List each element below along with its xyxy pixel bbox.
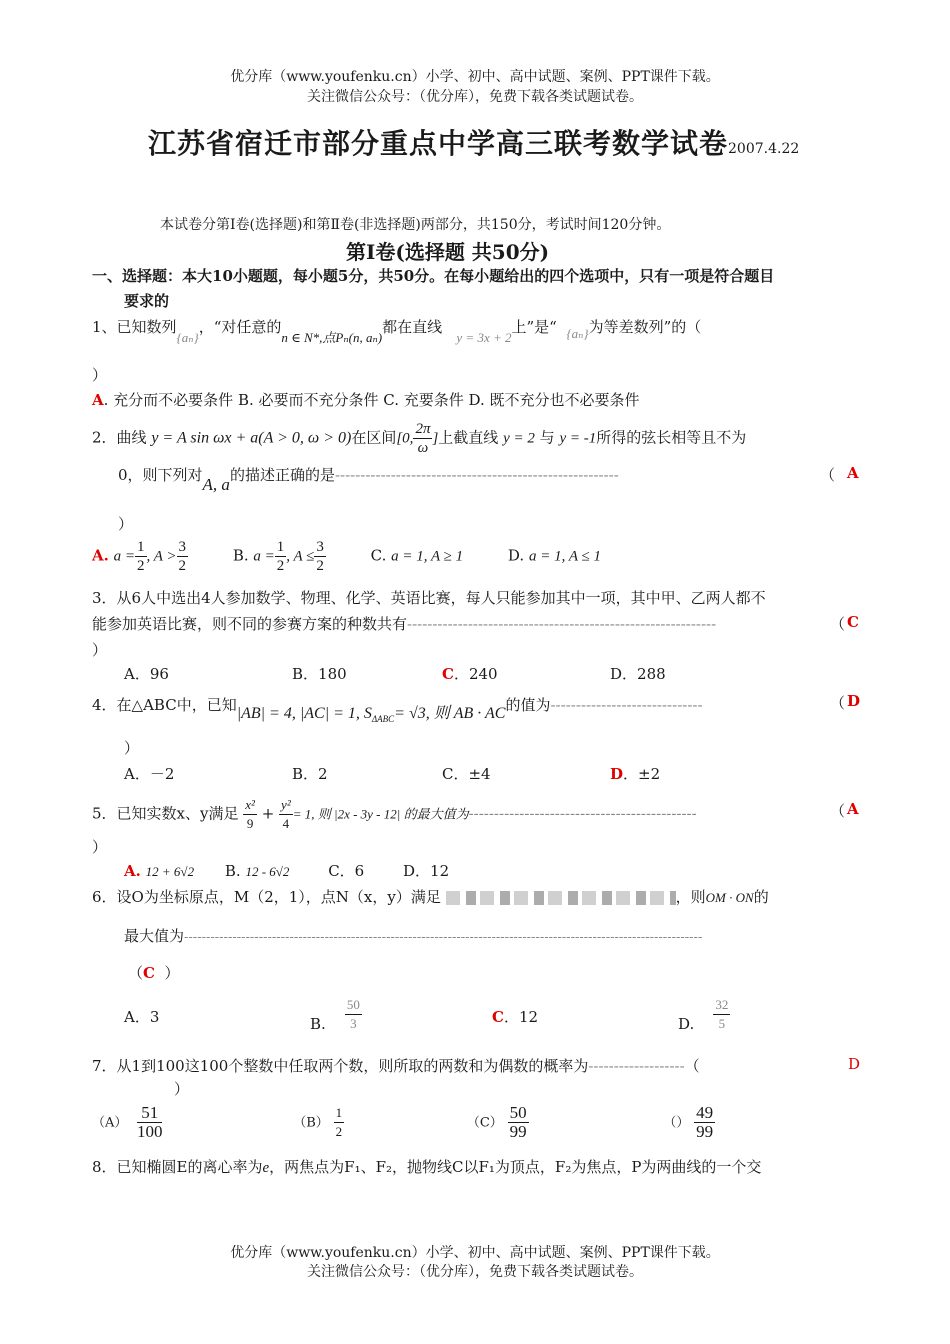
q6-optB-label: B. (310, 1014, 326, 1033)
q3-line-1: 3．从6人中选出4人参加数学、物理、化学、英语比赛，每人只能参加其中一项，其中甲、乙两人都不 (92, 589, 766, 607)
q4-optD-label: D (610, 765, 624, 783)
q2-interval-fraction (413, 420, 432, 457)
q5-frac-x (243, 796, 257, 833)
frac-num: 49 (696, 1103, 714, 1122)
frac-num: 32 (713, 996, 730, 1015)
q7-optC-frac (508, 1104, 529, 1141)
q7-text: 7．从1到100这100个整数中任取两个数，则所取的两数和为偶数的概率为 (92, 1057, 589, 1075)
q5-answer: A (847, 800, 859, 818)
q6-line2-text: 最大值为 (124, 927, 185, 945)
q4-answer: D (847, 692, 861, 710)
q6-vec: OM · ON (705, 890, 754, 905)
q2-expr: y = A sin ωx + a(A > 0, ω > 0) (151, 429, 352, 447)
q2-optC: a = 1, A ≥ 1 (391, 548, 464, 565)
q3-optD: D．288 (610, 665, 666, 683)
q5-frac-y (279, 796, 293, 833)
q2-interval-left: [0, (396, 430, 414, 447)
q6-paren-left: （ (128, 964, 144, 982)
q8-text-a: 8．已知椭圆E的离心率为 (92, 1158, 263, 1176)
q1-text-d: 上”是“ (511, 318, 557, 336)
q6-optD (678, 996, 730, 1033)
frac-num: 3 (316, 539, 324, 555)
frac-num: y² (279, 796, 293, 815)
q6-optB-frac (345, 996, 362, 1033)
frac-den: 4 (282, 816, 290, 831)
q5-optB: 12 - 6√2 (245, 864, 290, 879)
frac-num: 1 (276, 539, 285, 555)
q1-answer: A (92, 391, 104, 409)
intro-text: 本试卷分第Ⅰ卷(选择题)和第Ⅱ卷(非选择题)两部分，共150分，考试时间120分钟。 (160, 217, 671, 233)
q2-frac-den: ω (417, 440, 429, 456)
q5-paren: （ (830, 802, 846, 820)
q1-close-paren: ） (92, 366, 108, 384)
frac-den: 99 (509, 1122, 527, 1141)
frac-num: 1 (334, 1104, 345, 1123)
q2-answer: A (847, 464, 859, 482)
section-one-instructions: 一、选择题：本大10小题题，每小题5分，共50分。在每小题给出的四个选项中，只有一项是符合题目 (92, 267, 775, 285)
q4-optD (610, 763, 660, 784)
q5-optD: D．12 (403, 862, 450, 880)
q3-optC-label: C (442, 665, 454, 683)
q4-optB: B．2 (292, 765, 328, 783)
q6-optD-frac (713, 996, 730, 1033)
q4-close-paren: ） (124, 739, 140, 757)
frac-num: 3 (178, 539, 187, 555)
frac-den: 2 (137, 558, 145, 574)
question-6 (92, 886, 769, 907)
q7-paren: （ (684, 1057, 700, 1075)
q4-dashes: ------------------------------ (550, 696, 703, 714)
q6-optC-text: ．12 (503, 1008, 539, 1026)
q4-paren: （ (830, 694, 846, 712)
q6-optD-label: D. (678, 1014, 695, 1033)
q2-line-y2: y = 2 (503, 430, 535, 447)
q6-optC-label: C (492, 1008, 504, 1026)
q5-optA: 12 + 6√2 (145, 864, 195, 879)
q3-dashes: ------------------------------------------------------------- (407, 615, 717, 633)
question-8 (92, 1156, 761, 1177)
q1-text-c: 都在直线 (382, 318, 443, 336)
q2-optA-a: a = (113, 548, 136, 565)
q4-expr: |AB| = 4, |AC| = 1, S (236, 705, 372, 722)
question-5: 5．已知实数x、y满足 $\frac{\text{x²}}{9}$ + $\frac{\text{y²}}{4}$ = 1, 则 |2x - 3y - 12| 的最大值为--------------------------------------------- (92, 797, 697, 831)
q4-expr-2: = √3, 则 AB · AC (394, 705, 506, 722)
q2-line2-a: 0，则下列对 (118, 466, 203, 484)
q2-aa: A, a (202, 475, 230, 494)
q1-options-text: . 充分而不必要条件 B. 必要而不充分条件 C. 充要条件 D. 既不充分也不必要条件 (103, 391, 640, 409)
q3-paren: （ (830, 615, 846, 633)
frac-den: 100 (136, 1122, 163, 1141)
q1-text-e: 为等差数列”的（ (588, 318, 702, 336)
frac-den: 99 (696, 1122, 714, 1141)
q7-answer: D (848, 1055, 861, 1073)
q3-optA: A．96 (124, 665, 169, 683)
q2-text-a: 2．曲线 (92, 428, 147, 447)
q3-line-2 (92, 613, 716, 634)
q3-optC-text: ．240 (453, 665, 498, 683)
q2-optC-label: C. (370, 546, 387, 565)
q3-line2-text: 能参加英语比赛，则不同的参赛方案的种数共有 (92, 615, 408, 633)
q2-line-2 (118, 464, 619, 494)
q5-options (124, 860, 449, 881)
q4-optD-text: ．±2 (623, 765, 661, 783)
q7-dashes: ------------------- (588, 1057, 685, 1075)
q3-optC (442, 663, 498, 684)
q2-line-y3: y = -1 (559, 430, 597, 447)
q8-text-b: ，两焦点为F₁、F₂，抛物线C以F₁为顶点，F₂为焦点，P为两曲线的一个交 (269, 1158, 762, 1176)
header-line-1: 优分库（www.youfenku.cn）小学、初中、高中试题、案例、PPT课件下载。 (230, 69, 720, 85)
q1-text-a: 1、已知数列 (92, 318, 177, 336)
q4-optC: C．±4 (442, 765, 491, 783)
q1-line: y = 3x + 2 (456, 330, 512, 345)
footer-line-2: 关注微信公众号：（优分库），免费下载各类试题试卷。 (307, 1264, 643, 1280)
frac-den: 2 (316, 558, 324, 574)
q6-optA: A．3 (124, 1008, 160, 1026)
q7-optB-label: （B） (293, 1115, 329, 1131)
q6-answer-line (128, 962, 180, 983)
q5-eq: = 1, 则 |2x - 3y - 12| 的最大值为 (292, 806, 469, 822)
q2-text-d: 与 (539, 428, 555, 447)
q5-dashes: --------------------------------------------- (468, 804, 697, 823)
q5-close-paren: ） (92, 838, 108, 856)
frac-num: 50 (509, 1103, 527, 1122)
q7-optD-frac (694, 1104, 715, 1141)
frac-num: x² (243, 796, 257, 815)
q2-optB-a: a = (253, 548, 275, 565)
q1-text-b: ，“对任意的 (198, 318, 282, 336)
q5-text-a: 5．已知实数x、y满足 (92, 804, 239, 823)
q2-close-paren: ） (118, 515, 134, 533)
frac-den: 2 (178, 558, 187, 574)
q2-optB-A: , A ≤ (286, 548, 315, 565)
q2-options (92, 538, 601, 575)
part-one-heading: 第Ⅰ卷(选择题 共50分) (346, 240, 550, 264)
q7-optD-label: （） (663, 1115, 690, 1131)
frac-den: 9 (246, 816, 254, 831)
q6-text-b: ，则 (675, 888, 706, 906)
q2-optA-half (135, 538, 147, 575)
q2-optD-label: D. (507, 546, 525, 565)
q7-optC-label: （C） (466, 1115, 503, 1131)
q4-text-a: 4．在△ABC中，已知 (92, 696, 237, 714)
q6-line-2 (124, 925, 702, 946)
frac-den: 2 (335, 1124, 343, 1139)
frac-num: 50 (345, 996, 362, 1015)
q5-optA-label: A. (124, 862, 141, 880)
q5-optC: C．6 (328, 862, 365, 880)
q7-optA-frac (137, 1104, 163, 1141)
constraint-image (446, 891, 676, 905)
q6-paren-right: ） (164, 964, 180, 982)
q2-line2-b: 的描述正确的是 (229, 466, 335, 484)
footer-line-1: 优分库（www.youfenku.cn）小学、初中、高中试题、案例、PPT课件下载。 (230, 1245, 720, 1261)
q6-text-c: 的 (753, 888, 769, 906)
question-1 (92, 316, 702, 345)
q3-optB: B．180 (292, 665, 347, 683)
q6-text-a: 6．设O为坐标原点，M（2，1），点N（x，y）满足 (92, 888, 441, 906)
q6-optB (310, 996, 362, 1033)
q2-paren: （ (820, 466, 836, 484)
q2-optA-A: , A > (146, 548, 177, 565)
q2-optB-threehalf (314, 538, 326, 575)
q1-options (92, 389, 640, 410)
q3-close-paren: ） (92, 641, 108, 659)
q3-answer: C (847, 613, 859, 631)
question-7 (92, 1055, 700, 1076)
frac-den: 5 (718, 1016, 726, 1031)
q2-interval-right: ] (432, 430, 439, 447)
q2-text-e: 所得的弦长相等且不为 (596, 428, 747, 447)
q7-optB-frac (334, 1104, 345, 1141)
q2-dashes: -------------------------------------------------------- (334, 466, 619, 484)
q2-optA-threehalf (177, 538, 189, 575)
q7-close-paren: ） (174, 1080, 190, 1098)
q2-text-c: 上截直线 (438, 428, 499, 447)
title-text: 江苏省宿迁市部分重点中学高三联考数学试卷 (148, 127, 729, 160)
exam-date: 2007.4.22 (728, 141, 800, 157)
frac-den: 2 (276, 558, 285, 574)
q4-optA: A．－2 (124, 765, 175, 783)
section-one-instructions-cont: 要求的 (124, 292, 170, 310)
q8-e: e (262, 1160, 270, 1176)
q6-answer: C (143, 964, 155, 982)
q6-optC (492, 1006, 538, 1027)
q2-frac-num: 2π (415, 421, 431, 437)
frac-den: 3 (350, 1016, 357, 1031)
q2-optB-half (275, 538, 287, 575)
q2-text-b: 在区间 (351, 428, 397, 447)
q4-sub: ΔABC (371, 714, 395, 724)
q7-optA-label: （A） (92, 1115, 128, 1131)
q4-text-b: 的值为 (505, 696, 551, 714)
frac-num: 1 (137, 539, 145, 555)
q7-options (92, 1104, 715, 1141)
frac-num: 51 (137, 1104, 163, 1123)
q2-optB-label: B. (232, 546, 249, 565)
q1-cond: n ∈ N*,点Pₙ(n, aₙ) (281, 330, 383, 345)
q5-optB-label: B. (224, 862, 241, 880)
q1-seq-2: {aₙ} (566, 326, 589, 341)
q6-dashes: ---------------------------------------------------------------------------------------------------------------------- (184, 930, 703, 945)
page-title (148, 122, 799, 162)
header-line-2: 关注微信公众号：（优分库），免费下载各类试题试卷。 (307, 89, 643, 105)
q2-optD: a = 1, A ≤ 1 (528, 548, 601, 565)
q2-optA-label: A. (92, 546, 109, 565)
question-2 (92, 420, 746, 457)
q1-seq: {aₙ} (176, 330, 199, 345)
